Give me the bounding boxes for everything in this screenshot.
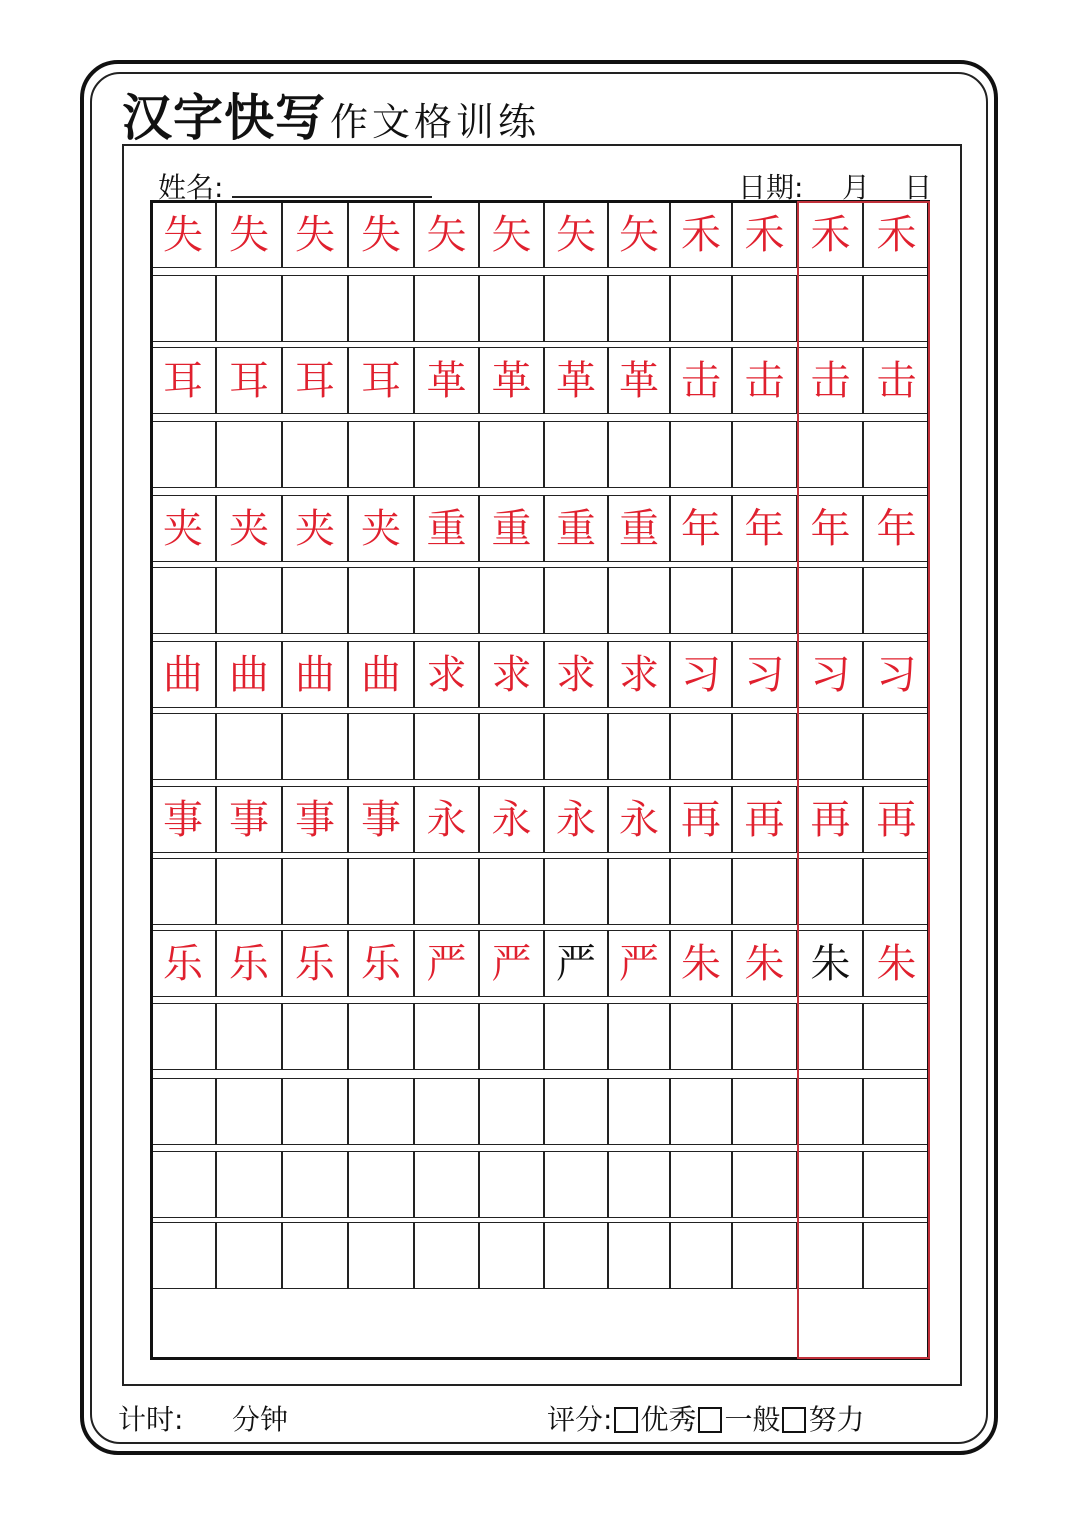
option-average: 一般 — [724, 1403, 781, 1436]
grid-cell[interactable] — [670, 1222, 732, 1289]
name-field[interactable] — [232, 196, 432, 198]
grid-cell[interactable] — [150, 858, 216, 925]
grid-cell[interactable] — [282, 1151, 348, 1218]
grid-cell[interactable]: 革 — [544, 347, 608, 414]
grid-cell[interactable] — [282, 858, 348, 925]
grid-cell[interactable]: 击 — [798, 347, 863, 414]
grid-cell[interactable] — [479, 858, 544, 925]
grid-cell[interactable] — [544, 1003, 608, 1070]
grid-cell[interactable] — [732, 858, 797, 925]
grid-cell[interactable]: 矢 — [608, 201, 670, 268]
grid-cell[interactable] — [608, 1003, 670, 1070]
grid-cell[interactable]: 曲 — [216, 641, 282, 708]
grid-cell[interactable] — [282, 567, 348, 634]
grid-cell[interactable]: 重 — [479, 495, 544, 562]
option-effort: 努力 — [808, 1403, 865, 1436]
grid-cell[interactable]: 严 — [544, 930, 608, 997]
grid-cell[interactable] — [732, 1151, 797, 1218]
grid-cell[interactable] — [670, 567, 732, 634]
grid-cell[interactable] — [608, 858, 670, 925]
grid-row — [150, 1222, 930, 1289]
grid-cell[interactable] — [150, 421, 216, 488]
grid-cell[interactable] — [216, 275, 282, 342]
grid-cell[interactable] — [798, 275, 863, 342]
grid-cell[interactable] — [414, 275, 479, 342]
grid-cell[interactable]: 革 — [608, 347, 670, 414]
grid-cell[interactable]: 禾 — [798, 201, 863, 268]
grid-row — [150, 567, 930, 634]
grid-cell[interactable]: 再 — [732, 786, 797, 853]
checkbox-effort[interactable] — [782, 1407, 806, 1433]
page-title — [122, 78, 540, 148]
grid-row — [150, 930, 930, 997]
grid-cell[interactable] — [798, 713, 863, 780]
grid-cell[interactable]: 朱 — [798, 930, 863, 997]
grid-cell[interactable] — [479, 1003, 544, 1070]
grid-cell[interactable] — [732, 1222, 797, 1289]
grid-cell[interactable] — [150, 567, 216, 634]
grid-cell[interactable] — [282, 1078, 348, 1145]
grid-cell[interactable] — [414, 1078, 479, 1145]
grid-cell[interactable]: 严 — [414, 930, 479, 997]
grid-cell[interactable]: 事 — [150, 786, 216, 853]
grid-cell[interactable]: 永 — [608, 786, 670, 853]
grid-cell[interactable] — [414, 1222, 479, 1289]
grid-cell[interactable] — [150, 1222, 216, 1289]
grid-cell[interactable] — [282, 713, 348, 780]
grid-cell[interactable]: 击 — [863, 347, 930, 414]
grid-cell[interactable] — [282, 1003, 348, 1070]
grid-cell[interactable]: 年 — [732, 495, 797, 562]
grid-cell[interactable] — [216, 858, 282, 925]
grid-cell[interactable]: 曲 — [282, 641, 348, 708]
name-label: 姓名: — [158, 171, 224, 204]
grid-cell[interactable] — [414, 1003, 479, 1070]
grid-cell[interactable] — [670, 275, 732, 342]
grid-cell[interactable]: 习 — [732, 641, 797, 708]
grid-cell[interactable]: 乐 — [348, 930, 414, 997]
grid-cell[interactable] — [863, 1151, 930, 1218]
grid-row — [150, 347, 930, 414]
grid-cell[interactable] — [608, 567, 670, 634]
grid-cell[interactable]: 朱 — [732, 930, 797, 997]
grid-cell[interactable] — [798, 858, 863, 925]
grid-row — [150, 858, 930, 925]
grid-cell[interactable] — [544, 1078, 608, 1145]
grid-cell[interactable]: 永 — [479, 786, 544, 853]
grid-cell[interactable] — [863, 421, 930, 488]
grid-cell[interactable] — [414, 421, 479, 488]
grid-cell[interactable] — [414, 713, 479, 780]
grid-cell[interactable]: 矢 — [479, 201, 544, 268]
grid-cell[interactable]: 重 — [414, 495, 479, 562]
grid-cell[interactable]: 再 — [798, 786, 863, 853]
grid-cell[interactable] — [608, 275, 670, 342]
grid-cell[interactable] — [150, 275, 216, 342]
grid-cell[interactable]: 求 — [608, 641, 670, 708]
grid-cell[interactable]: 事 — [216, 786, 282, 853]
grid-cell[interactable] — [670, 421, 732, 488]
grid-cell[interactable] — [863, 567, 930, 634]
grid-cell[interactable] — [732, 421, 797, 488]
grid-cell[interactable] — [608, 1151, 670, 1218]
score-section — [547, 1398, 864, 1438]
grid-cell[interactable]: 失 — [348, 201, 414, 268]
grid-cell[interactable]: 击 — [670, 347, 732, 414]
grid-cell[interactable] — [348, 275, 414, 342]
grid-cell[interactable] — [348, 713, 414, 780]
grid-cell[interactable] — [863, 275, 930, 342]
grid-cell[interactable] — [608, 421, 670, 488]
grid-cell[interactable] — [732, 713, 797, 780]
grid-cell[interactable]: 朱 — [863, 930, 930, 997]
day-label: 日 — [904, 171, 933, 204]
grid-cell[interactable] — [479, 1222, 544, 1289]
footer-divider — [122, 1384, 962, 1386]
grid-cell[interactable]: 年 — [863, 495, 930, 562]
grid-cell[interactable]: 永 — [414, 786, 479, 853]
grid-cell[interactable]: 习 — [863, 641, 930, 708]
grid-cell[interactable]: 曲 — [150, 641, 216, 708]
grid-cell[interactable]: 乐 — [216, 930, 282, 997]
grid-cell[interactable]: 朱 — [670, 930, 732, 997]
grid-cell[interactable] — [670, 1151, 732, 1218]
grid-row — [150, 786, 930, 853]
grid-cell[interactable] — [608, 1078, 670, 1145]
grid-cell[interactable] — [150, 713, 216, 780]
grid-cell[interactable] — [282, 1222, 348, 1289]
grid-cell[interactable]: 禾 — [863, 201, 930, 268]
grid-cell[interactable]: 乐 — [150, 930, 216, 997]
timer-label: 计时: — [118, 1403, 184, 1436]
grid-cell[interactable] — [414, 858, 479, 925]
grid-cell[interactable]: 求 — [479, 641, 544, 708]
grid-cell[interactable]: 耳 — [216, 347, 282, 414]
grid-cell[interactable]: 夹 — [216, 495, 282, 562]
grid-cell[interactable] — [216, 1078, 282, 1145]
grid-cell[interactable] — [150, 1151, 216, 1218]
grid-cell[interactable] — [732, 1003, 797, 1070]
title-bold: 汉字快写 — [122, 89, 326, 147]
grid-cell[interactable]: 重 — [608, 495, 670, 562]
grid-cell[interactable] — [348, 858, 414, 925]
checkbox-average[interactable] — [698, 1407, 722, 1433]
grid-row — [150, 275, 930, 342]
grid-cell[interactable] — [216, 713, 282, 780]
grid-cell[interactable]: 年 — [670, 495, 732, 562]
grid-cell[interactable]: 禾 — [732, 201, 797, 268]
grid-cell[interactable] — [863, 713, 930, 780]
grid-cell[interactable]: 永 — [544, 786, 608, 853]
minutes-label: 分钟 — [232, 1403, 289, 1436]
grid-row — [150, 641, 930, 708]
grid-cell[interactable] — [544, 1151, 608, 1218]
grid-cell[interactable] — [150, 1003, 216, 1070]
grid-cell[interactable]: 再 — [863, 786, 930, 853]
grid-cell[interactable]: 事 — [282, 786, 348, 853]
grid-row — [150, 201, 930, 268]
grid-cell[interactable]: 失 — [216, 201, 282, 268]
title-light: 作文格训练 — [330, 100, 541, 144]
grid-cell[interactable]: 严 — [479, 930, 544, 997]
grid-cell[interactable] — [216, 1003, 282, 1070]
grid-cell[interactable]: 事 — [348, 786, 414, 853]
grid-cell[interactable] — [216, 567, 282, 634]
grid-cell[interactable]: 革 — [479, 347, 544, 414]
grid-cell[interactable]: 夹 — [282, 495, 348, 562]
grid-cell[interactable] — [216, 1151, 282, 1218]
grid-cell[interactable] — [670, 1078, 732, 1145]
grid-cell[interactable]: 耳 — [348, 347, 414, 414]
grid-cell[interactable] — [670, 858, 732, 925]
grid-row — [150, 1151, 930, 1218]
grid-cell[interactable] — [282, 421, 348, 488]
grid-cell[interactable]: 再 — [670, 786, 732, 853]
grid-cell[interactable] — [479, 421, 544, 488]
grid-cell[interactable]: 耳 — [150, 347, 216, 414]
grid-row — [150, 1003, 930, 1070]
grid-cell[interactable] — [282, 275, 348, 342]
grid-cell[interactable] — [348, 1222, 414, 1289]
grid-cell[interactable] — [544, 858, 608, 925]
grid-cell[interactable] — [348, 421, 414, 488]
grid-row — [150, 713, 930, 780]
score-label: 评分: — [547, 1403, 613, 1436]
grid-cell[interactable]: 年 — [798, 495, 863, 562]
grid-cell[interactable] — [732, 567, 797, 634]
grid-cell[interactable]: 禾 — [670, 201, 732, 268]
grid-cell[interactable] — [608, 713, 670, 780]
grid-cell[interactable]: 革 — [414, 347, 479, 414]
grid-row — [150, 495, 930, 562]
grid-cell[interactable]: 夹 — [348, 495, 414, 562]
grid-cell[interactable]: 矢 — [414, 201, 479, 268]
grid-cell[interactable] — [798, 567, 863, 634]
checkbox-excellent[interactable] — [614, 1407, 638, 1433]
grid-cell[interactable]: 矢 — [544, 201, 608, 268]
grid-cell[interactable] — [544, 1222, 608, 1289]
grid-cell[interactable]: 夹 — [150, 495, 216, 562]
month-label: 月 — [842, 171, 871, 204]
grid-cell[interactable] — [732, 275, 797, 342]
grid-cell[interactable] — [414, 567, 479, 634]
grid-cell[interactable] — [216, 1222, 282, 1289]
grid-cell[interactable]: 耳 — [282, 347, 348, 414]
grid-cell[interactable] — [348, 567, 414, 634]
grid-cell[interactable] — [150, 1078, 216, 1145]
grid-cell[interactable]: 乐 — [282, 930, 348, 997]
grid-cell[interactable] — [348, 1003, 414, 1070]
grid-cell[interactable] — [479, 1078, 544, 1145]
grid-cell[interactable] — [544, 713, 608, 780]
grid-cell[interactable] — [479, 567, 544, 634]
date-label: 日期: — [738, 171, 804, 204]
grid-cell[interactable] — [544, 275, 608, 342]
grid-cell[interactable] — [608, 1222, 670, 1289]
grid-cell[interactable] — [479, 275, 544, 342]
grid-cell[interactable] — [863, 1222, 930, 1289]
grid-cell[interactable]: 严 — [608, 930, 670, 997]
grid-cell[interactable] — [348, 1078, 414, 1145]
grid-cell[interactable] — [216, 421, 282, 488]
grid-cell[interactable] — [798, 1222, 863, 1289]
grid-cell[interactable] — [544, 567, 608, 634]
grid-cell[interactable]: 习 — [798, 641, 863, 708]
grid-cell[interactable] — [798, 1151, 863, 1218]
grid-cell[interactable]: 求 — [544, 641, 608, 708]
grid-cell[interactable]: 击 — [732, 347, 797, 414]
grid-cell[interactable] — [479, 1151, 544, 1218]
grid-cell[interactable] — [798, 1003, 863, 1070]
grid-row — [150, 421, 930, 488]
grid-cell[interactable]: 失 — [282, 201, 348, 268]
grid-cell[interactable]: 求 — [414, 641, 479, 708]
grid-cell[interactable]: 曲 — [348, 641, 414, 708]
grid-cell[interactable] — [732, 1078, 797, 1145]
option-excellent: 优秀 — [640, 1403, 697, 1436]
grid-cell[interactable] — [414, 1151, 479, 1218]
grid-cell[interactable] — [544, 421, 608, 488]
grid-cell[interactable]: 重 — [544, 495, 608, 562]
grid-cell[interactable] — [348, 1151, 414, 1218]
grid-cell[interactable] — [670, 713, 732, 780]
grid-cell[interactable] — [863, 1003, 930, 1070]
grid-cell[interactable] — [863, 1078, 930, 1145]
grid-row — [150, 1078, 930, 1145]
grid-cell[interactable] — [863, 858, 930, 925]
grid-cell[interactable]: 失 — [150, 201, 216, 268]
grid-cell[interactable] — [479, 713, 544, 780]
grid-cell[interactable] — [670, 1003, 732, 1070]
grid-cell[interactable]: 习 — [670, 641, 732, 708]
grid-cell[interactable] — [798, 1078, 863, 1145]
grid-cell[interactable] — [798, 421, 863, 488]
